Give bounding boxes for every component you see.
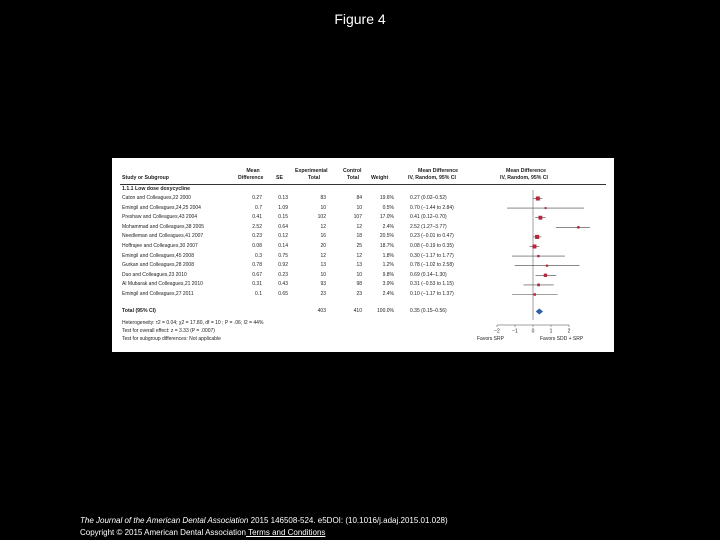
ci-value: 0.10 (−1.17 to 1.37) [410, 291, 454, 297]
study-marker [538, 216, 542, 220]
ci-value: 0.78 (−1.02 to 2.58) [410, 262, 454, 269]
heterogeneity-text: Heterogeneity: τ2 = 0.04; χ2 = 17.80, df = 10 ; P = .06; I2 = 44% [122, 320, 264, 326]
total-exp: 403 [317, 308, 326, 314]
header-se: SE [276, 175, 283, 181]
study-marker [532, 245, 536, 249]
study-marker [534, 293, 536, 295]
se-value: 0.13 [278, 195, 288, 201]
exp-total: 83 [320, 195, 326, 201]
weight-value: 0.5% [382, 204, 394, 211]
header-md-line2: Difference [238, 175, 264, 181]
weight-value: 17.0% [379, 214, 394, 221]
ctl-total: 12 [356, 252, 362, 259]
study-label: Needleman and Colleagues,41 2007 [122, 233, 204, 240]
copyright-text: Copyright © 2015 American Dental Association [80, 528, 246, 537]
ci-value: 0.27 (0.02–0.52) [410, 195, 447, 201]
forest-plot [112, 158, 614, 352]
exp-total: 12 [320, 223, 326, 230]
study-marker [577, 226, 579, 228]
weight-value: 1.8% [382, 252, 394, 259]
subgroup-diff-text: Test for subgroup differences: Not applicable [122, 336, 221, 342]
study-label: Hoffrajee and Colleagues,30 2007 [122, 243, 198, 249]
exp-total: 10 [320, 271, 326, 278]
citation-details: 2015 146508-524. e5DOI: (10.1016/j.adaj.2015.01.028) [248, 516, 448, 525]
exp-total: 12 [320, 252, 326, 259]
ci-value: 0.70 (−1.44 to 2.84) [410, 204, 454, 211]
exp-total: 23 [320, 291, 326, 297]
ci-value: 0.41 (0.12–0.70) [410, 214, 447, 221]
header-ci-line2: IV, Random, 95% CI [408, 175, 456, 181]
x-tick-label: 2 [567, 328, 571, 335]
x-tick-label: −2 [494, 328, 500, 335]
citation-journal: The Journal of the American Dental Association [80, 516, 249, 525]
ctl-total: 98 [356, 281, 362, 288]
overall-effect-text: Test for overall effect: z = 3.33 (P = .0007) [122, 328, 215, 334]
weight-value: 20.5% [379, 233, 394, 240]
md-value: 0.23 [252, 233, 262, 240]
study-label: Gurkan and Colleagues,28 2008 [122, 262, 194, 269]
exp-total: 16 [320, 233, 326, 240]
subgroup-label: 1.1.1 Low dose doxycycline [122, 186, 191, 192]
ctl-total: 13 [356, 262, 362, 269]
study-marker [545, 207, 547, 209]
study-marker [544, 274, 547, 277]
study-marker [546, 265, 548, 267]
ci-value: 0.23 (−0.01 to 0.47) [410, 233, 454, 240]
weight-value: 9.8% [382, 271, 394, 278]
se-value: 1.09 [278, 204, 288, 211]
exp-total: 13 [320, 262, 326, 269]
header-md-line1: Mean [246, 168, 260, 174]
md-value: 0.41 [252, 214, 262, 221]
se-value: 0.92 [278, 262, 288, 269]
header-ci-line1: Mean Difference [418, 168, 459, 174]
study-label: Emingil and Colleagues,24,25 2004 [122, 204, 201, 211]
ctl-total: 10 [356, 204, 362, 211]
study-marker [537, 255, 539, 257]
se-value: 0.15 [278, 214, 288, 221]
md-value: 0.7 [255, 204, 262, 211]
ci-value: 2.52 (1.27–3.77) [410, 223, 447, 230]
study-label: Al Mubarak and Colleagues,21 2010 [122, 281, 203, 288]
md-value: 0.1 [255, 291, 262, 297]
ctl-total: 23 [356, 291, 362, 297]
figure-title: Figure 4 [334, 11, 386, 27]
header-exp-line2: Total [308, 175, 321, 181]
study-label: Emingil and Colleagues,45 2008 [122, 252, 194, 259]
se-value: 0.65 [278, 291, 288, 297]
x-tick-label: 1 [549, 328, 553, 335]
exp-total: 93 [320, 281, 326, 288]
exp-total: 20 [320, 243, 326, 249]
ctl-total: 10 [356, 271, 362, 278]
weight-value: 2.4% [382, 291, 394, 297]
ci-value: 0.69 (0.14–1.30) [410, 271, 447, 278]
weight-value: 2.4% [382, 223, 394, 230]
favors-left-label: Favors SRP [477, 336, 504, 342]
total-weight: 100.0% [377, 308, 394, 314]
terms-and-conditions-link[interactable]: Terms and Conditions [245, 528, 326, 537]
se-value: 0.14 [278, 243, 288, 249]
total-label: Total (95% CI) [122, 308, 156, 314]
study-label: Emingil and Colleagues,27 2011 [122, 291, 194, 297]
study-label: Duo and Colleagues,23 2010 [122, 271, 187, 278]
study-label: Mohammad and Colleagues,38 2005 [122, 223, 204, 230]
md-value: 0.27 [252, 195, 262, 201]
study-marker [536, 196, 540, 200]
ci-value: 0.30 (−1.17 to 1.77) [410, 252, 454, 259]
header-plot-line2: IV, Random, 95% CI [500, 175, 548, 181]
forest-plot-figure [112, 158, 614, 352]
se-value: 0.75 [278, 252, 288, 259]
study-label: Preshaw and Colleagues,43 2004 [122, 214, 198, 221]
header-plot-line1: Mean Difference [506, 168, 547, 174]
md-value: 0.67 [252, 271, 262, 278]
weight-value: 18.7% [379, 243, 394, 249]
exp-total: 10 [320, 204, 326, 211]
study-marker [537, 284, 540, 287]
ctl-total: 107 [353, 214, 362, 221]
ci-value: 0.08 (−0.19 to 0.35) [410, 243, 454, 249]
se-value: 0.12 [278, 233, 288, 240]
se-value: 0.64 [278, 223, 288, 230]
favors-right-label: Favors SDD + SRP [540, 336, 584, 342]
ci-value: 0.31 (−0.53 to 1.15) [410, 281, 454, 288]
study-label: Caton and Colleagues,22 2000 [122, 195, 191, 201]
md-value: 0.3 [255, 252, 262, 259]
md-value: 0.08 [252, 243, 262, 249]
header-study: Study or Subgroup [122, 175, 169, 181]
ctl-total: 18 [356, 233, 362, 240]
md-value: 0.31 [252, 281, 262, 288]
weight-value: 19.6% [379, 195, 394, 201]
header-exp-line1: Experimental [295, 168, 328, 174]
header-ctl-line2: Total [347, 175, 360, 181]
md-value: 0.78 [252, 262, 262, 269]
weight-value: 3.9% [382, 281, 394, 288]
copyright-line [80, 529, 325, 537]
total-ctl: 410 [353, 308, 362, 314]
study-marker [535, 235, 539, 239]
ctl-total: 12 [356, 223, 362, 230]
weight-value: 1.2% [382, 262, 394, 269]
ctl-total: 84 [356, 195, 362, 201]
se-value: 0.23 [278, 271, 288, 278]
header-ctl-line1: Control [343, 168, 362, 174]
header-weight: Weight [371, 175, 389, 181]
se-value: 0.43 [278, 281, 288, 288]
exp-total: 102 [317, 214, 326, 221]
total-ci: 0.35 (0.15–0.56) [410, 308, 447, 314]
citation-line [80, 517, 448, 525]
md-value: 2.52 [252, 223, 262, 230]
x-tick-label: −1 [512, 328, 518, 335]
x-tick-label: 0 [531, 328, 535, 335]
pooled-diamond [536, 309, 543, 315]
ctl-total: 25 [356, 243, 362, 249]
